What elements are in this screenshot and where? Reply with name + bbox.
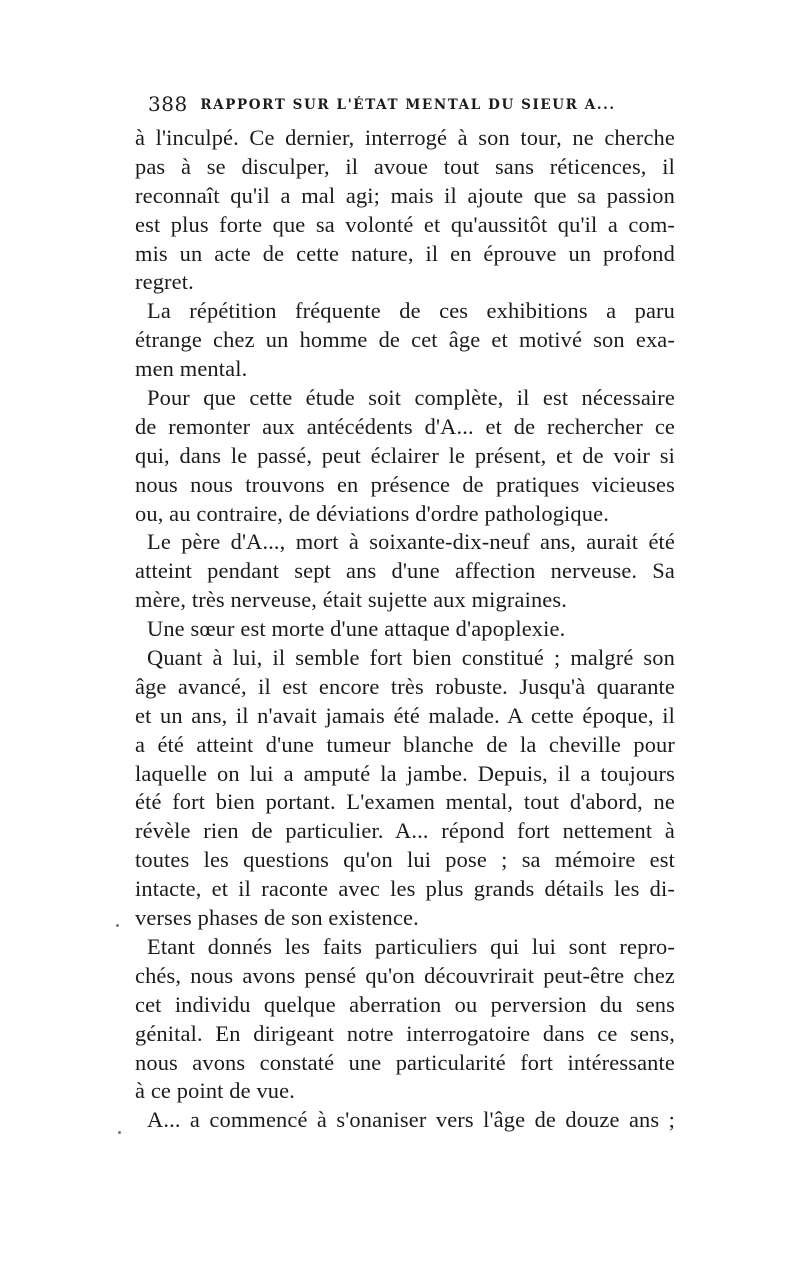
text-line: intacte, et il raconte avec les plus grands détails les di- [135,876,675,902]
text-line: men mental. [135,356,248,382]
text-line: mis un acte de cette nature, il en éprouve un profond [135,240,675,266]
paragraph-first-line: Une sœur est morte d'une attaque d'apoplexie. [147,616,566,642]
text-line: à l'inculpé. Ce dernier, interrogé à son tour, ne cherche [135,125,675,150]
text-line: à ce point de vue. [135,1078,295,1104]
text-line: atteint pendant sept ans d'une affection nerveuse. Sa [135,558,675,584]
paragraph-first-line: Quant à lui, il semble fort bien constitué ; malgré son [147,645,675,671]
text-line: est plus forte que sa volonté et qu'aussitôt qu'il a com- [135,211,675,237]
text-line: révèle rien de particulier. A... répond fort nettement à [135,818,675,844]
paragraph-first-line: Pour que cette étude soit complète, il est nécessaire [147,385,675,411]
text-line: et un ans, il n'avait jamais été malade. A cette époque, il [135,702,675,728]
text-line: qui, dans le passé, peut éclairer le présent, et de voir si [135,442,675,468]
text-line: mère, très nerveuse, était sujette aux migraines. [135,587,567,613]
text-line: nous nous trouvons en présence de pratiques vicieuses [135,471,675,497]
paragraph-first-line: La répétition fréquente de ces exhibitions a paru [147,298,675,324]
text-line: âge avancé, il est encore très robuste. Jusqu'à quarante [135,673,675,699]
paragraph-first-line: Etant donnés les faits particuliers qui lui sont repro- [147,933,675,959]
paragraph-first-line: Le père d'A..., mort à soixante-dix-neuf ans, aurait été [147,529,675,555]
text-line: génital. En dirigeant notre interrogatoire dans ce sens, [135,1020,675,1046]
text-line: cet individu quelque aberration ou perversion du sens [135,991,675,1017]
text-line: reconnaît qu'il a mal agi; mais il ajoute que sa passion [135,182,675,208]
ink-speck [116,924,119,927]
ink-speck [118,1131,121,1134]
text-line: été fort bien portant. L'examen mental, tout d'abord, ne [135,789,675,815]
text-line: étrange chez un homme de cet âge et motivé son exa- [135,327,675,353]
text-line: regret. [135,269,194,295]
text-line: a été atteint d'une tumeur blanche de la cheville pour [135,731,675,757]
text-line: laquelle on lui a amputé la jambe. Depuis, il a toujours [135,760,675,786]
text-line: nous avons constaté une particularité fort intéressante [135,1049,675,1075]
page-number: 388 [148,92,188,116]
paragraph-first-line: A... a commencé à s'onaniser vers l'âge de douze ans ; [147,1107,675,1133]
text-line: ou, au contraire, de déviations d'ordre pathologique. [135,500,609,526]
body-text [135,124,675,1135]
text-line: toutes les questions qu'on lui pose ; sa mémoire est [135,847,675,873]
text-line: de remonter aux antécédents d'A... et de rechercher ce [135,413,675,439]
running-title: RAPPORT SUR L'ÉTAT MENTAL DU SIEUR A... [200,97,616,113]
running-head [148,92,688,122]
text-line: chés, nous avons pensé qu'on découvrirait peut-être chez [135,962,675,988]
text-line: pas à se disculper, il avoue tout sans réticences, il [135,153,675,179]
text-line: verses phases de son existence. [135,905,419,931]
